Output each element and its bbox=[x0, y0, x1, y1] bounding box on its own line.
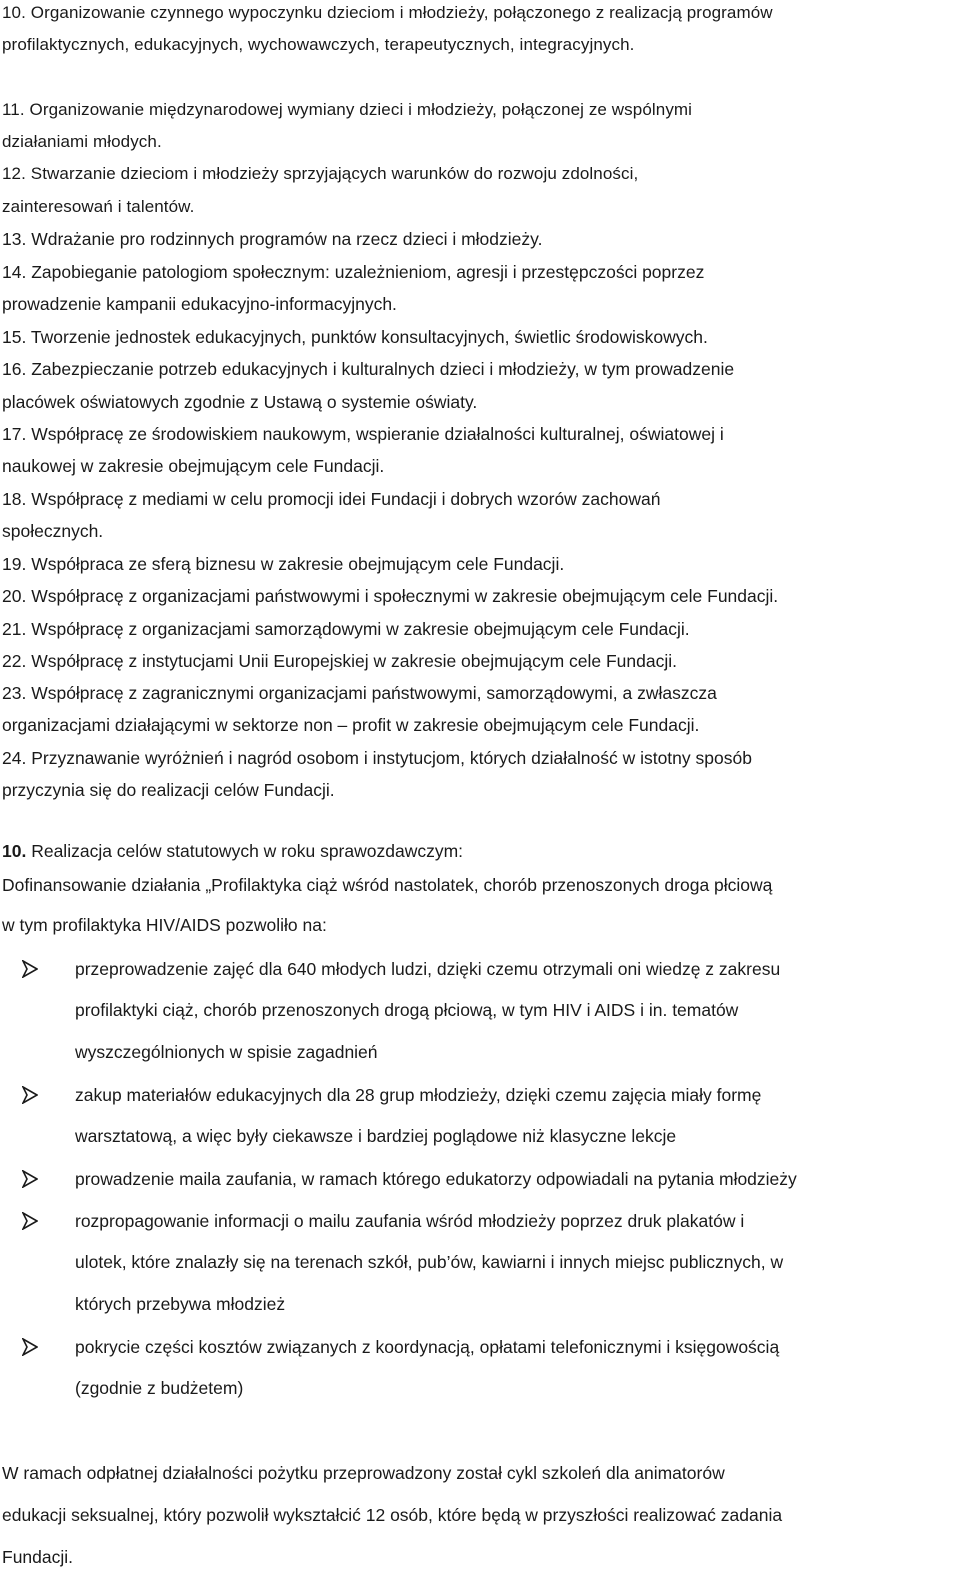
list-item-22-line-1: 22. Współpracę z instytucjami Unii Europejskiej w zakresie obejmującym cele Fundacji. bbox=[2, 651, 677, 671]
bullet-5-line-2: (zgodnie z budżetem) bbox=[75, 1378, 244, 1398]
bullet-4-line-2: ulotek, które znalazły się na terenach szkół, pub’ów, kawiarni i innych miejsc publicznych, w bbox=[75, 1252, 784, 1272]
list-item-17-line-1: 17. Współpracę ze środowiskiem naukowym, wspieranie działalności kulturalnej, oświatowej i bbox=[2, 424, 724, 444]
bullet-2-line-2: warsztatową, a więc były ciekawsze i bardziej poglądowe niż klasyczne lekcje bbox=[75, 1126, 677, 1146]
list-item-14-line-1: 14. Zapobieganie patologiom społecznym: uzależnieniom, agresji i przestępczości poprzez bbox=[2, 262, 705, 282]
bullet-3-line-1: prowadzenie maila zaufania, w ramach którego edukatorzy odpowiadali na pytania młodzieży bbox=[75, 1169, 797, 1189]
closing-paragraph-line-1: W ramach odpłatnej działalności pożytku przeprowadzony został cykl szkoleń dla animatorów bbox=[2, 1463, 725, 1483]
section-intro-line-1: Dofinansowanie działania „Profilaktyka ciąż wśród nastolatek, chorób przenoszonych droga płciową bbox=[2, 875, 773, 895]
list-item-12-line-1: 12. Stwarzanie dzieciom i młodzieży sprzyjających warunków do rozwoju zdolności, bbox=[2, 164, 639, 183]
list-item-15-line-1: 15. Tworzenie jednostek edukacyjnych, punktów konsultacyjnych, świetlic środowiskowych. bbox=[2, 327, 708, 347]
section-intro-line-2: w tym profilaktyka HIV/AIDS pozwoliło na: bbox=[2, 915, 327, 935]
closing-paragraph-line-2: edukacji seksualnej, który pozwolił wykształcić 12 osób, które będą w przyszłości realizować zadania bbox=[2, 1505, 783, 1525]
list-item-12-line-2: zainteresowań i talentów. bbox=[2, 197, 195, 216]
list-item-24-line-1: 24. Przyznawanie wyróżnień i nagród osobom i instytucjom, których działalność w istotny sposób bbox=[2, 748, 752, 768]
list-item-19-line-1: 19. Współpraca ze sferą biznesu w zakresie obejmującym cele Fundacji. bbox=[2, 554, 565, 574]
list-item-20-line-1: 20. Współpracę z organizacjami państwowymi i społecznymi w zakresie obejmującym cele Fundacji. bbox=[2, 586, 779, 606]
list-item-24-line-2: przyczynia się do realizacji celów Fundacji. bbox=[2, 780, 335, 800]
list-item-16-line-2: placówek oświatowych zgodnie z Ustawą o systemie oświaty. bbox=[2, 392, 478, 412]
bullet-1-line-1: przeprowadzenie zajęć dla 640 młodych ludzi, dzięki czemu otrzymali oni wiedzę z zakresu bbox=[75, 959, 781, 979]
list-item-11-line-1: 11. Organizowanie międzynarodowej wymiany dzieci i młodzieży, połączonej ze wspólnymi bbox=[2, 100, 693, 119]
bullet-4-line-3: których przebywa młodzież bbox=[75, 1294, 286, 1314]
list-item-11-line-2: działaniami młodych. bbox=[2, 132, 162, 151]
closing-paragraph-line-3: Fundacji. bbox=[2, 1547, 74, 1567]
arrowhead-bullet-icon bbox=[22, 1338, 38, 1356]
arrowhead-bullet-icon bbox=[22, 1170, 38, 1188]
bullet-4-line-1: rozpropagowanie informacji o mailu zaufania wśród młodzieży poprzez druk plakatów i bbox=[75, 1211, 745, 1231]
bullet-1-line-2: profilaktyki ciąż, chorób przenoszonych drogą płciową, w tym HIV i AIDS i in. tematów bbox=[75, 1000, 739, 1020]
list-item-23-line-1: 23. Współpracę z zagranicznymi organizacjami państwowymi, samorządowymi, a zwłaszcza bbox=[2, 683, 717, 703]
list-item-13-line-1: 13. Wdrażanie pro rodzinnych programów na rzecz dzieci i młodzieży. bbox=[2, 229, 543, 249]
arrowhead-bullet-icon bbox=[22, 960, 38, 978]
list-item-18-line-2: społecznych. bbox=[2, 521, 104, 541]
section-heading bbox=[2, 840, 463, 862]
list-item-21-line-1: 21. Współpracę z organizacjami samorządowymi w zakresie obejmującym cele Fundacji. bbox=[2, 619, 690, 639]
bullet-1-line-3: wyszczególnionych w spisie zagadnień bbox=[75, 1042, 378, 1062]
list-item-10-line-1: 10. Organizowanie czynnego wypoczynku dzieciom i młodzieży, połączonego z realizacją programów bbox=[2, 3, 773, 22]
list-item-23-line-2: organizacjami działającymi w sektorze non – profit w zakresie obejmującym cele Fundacji. bbox=[2, 715, 700, 735]
list-item-10-line-2: profilaktycznych, edukacyjnych, wychowawczych, terapeutycznych, integracyjnych. bbox=[2, 35, 635, 54]
arrowhead-bullet-icon bbox=[22, 1212, 38, 1230]
list-item-17-line-2: naukowej w zakresie obejmującym cele Fundacji. bbox=[2, 456, 385, 476]
bullet-5-line-1: pokrycie części kosztów związanych z koordynacją, opłatami telefonicznymi i księgowością bbox=[75, 1337, 780, 1357]
section-number: 10. bbox=[2, 841, 27, 861]
arrowhead-bullet-icon bbox=[22, 1086, 38, 1104]
bullet-2-line-1: zakup materiałów edukacyjnych dla 28 grup młodzieży, dzięki czemu zajęcia miały formę bbox=[75, 1085, 762, 1105]
section-heading-text: Realizacja celów statutowych w roku sprawozdawczym: bbox=[31, 841, 464, 861]
list-item-18-line-1: 18. Współpracę z mediami w celu promocji idei Fundacji i dobrych wzorów zachowań bbox=[2, 489, 661, 509]
list-item-16-line-1: 16. Zabezpieczanie potrzeb edukacyjnych i kulturalnych dzieci i młodzieży, w tym prowadzenie bbox=[2, 359, 735, 379]
list-item-14-line-2: prowadzenie kampanii edukacyjno-informacyjnych. bbox=[2, 294, 397, 314]
